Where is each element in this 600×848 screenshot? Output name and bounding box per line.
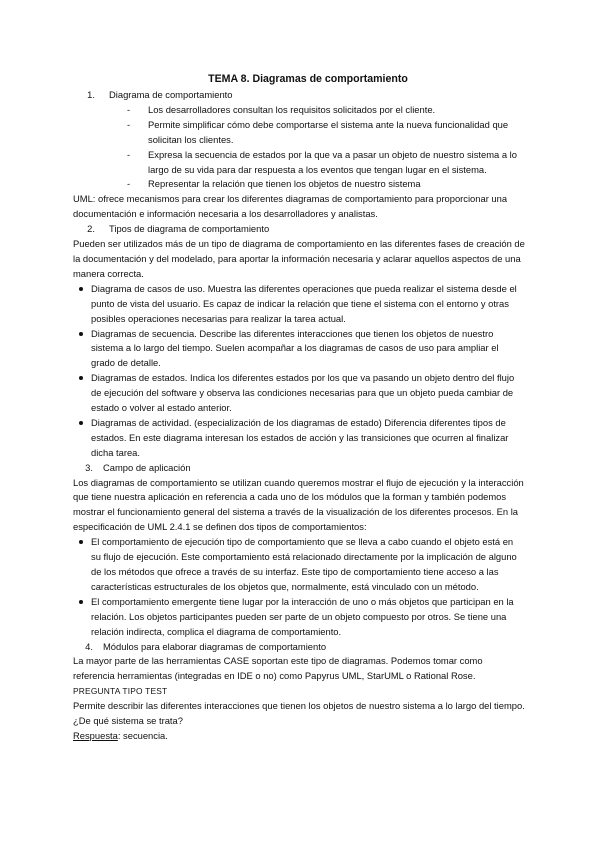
list-item: Diagramas de actividad. (especialización de los diagramas de estado) Diferencia diferentes tipos de estados. En este diagrama interesan los estados de acción y las transiciones que ocurren al finalizar dicha tarea.	[73, 416, 525, 461]
list-item: - Los desarrolladores consultan los requisitos solicitados por el cliente.	[73, 103, 525, 118]
list-item: El comportamiento emergente tiene lugar por la interacción de uno o más objetos que participan en la relación. Los objetos participantes pueden ser parte de un objeto compuesto por otros. Se tiene una relación indirecta, complica el diagrama de comportamiento.	[73, 595, 525, 640]
list-item: El comportamiento de ejecución tipo de comportamiento que se lleva a cabo cuando el objeto está en su flujo de ejecución. Este comportamiento está relacionado directamente por la implicación de alguno de los métodos que ofrece a través de su interfaz. Este tipo de comportamiento tiene acceso a las características estructurales de los objetos que, normalmente, está vinculado con un método.	[73, 535, 525, 595]
answer-label: Respuesta	[73, 729, 118, 741]
list-item: Diagramas de estados. Indica los diferentes estados por los que va pasando un objeto dentro del flujo de ejecución del software y observa las condiciones necesarias para que un objeto pueda cambiar de estado o volver al estado anterior.	[73, 371, 525, 416]
section-1-number: 1.	[87, 89, 95, 100]
answer-text: : secuencia.	[117, 729, 168, 741]
list-item: Diagramas de secuencia. Describe las diferentes interacciones que tienen los objetos de nuestro sistema a lo largo del tiempo. Suelen acompañar a los diagramas de casos de uso para ampliar el grado de detalle.	[73, 327, 525, 372]
uml-paragraph: UML: ofrece mecanismos para crear los diferentes diagramas de comportamiento para proporcionar una documentación e información necesaria a los desarrolladores y analistas.	[73, 193, 508, 220]
section-1-heading	[73, 88, 525, 103]
section-3-intro: Los diagramas de comportamiento se utilizan cuando queremos mostrar el flujo de ejecución y la interacción que tiene nuestra aplicación en referencia a cada uno de los módulos que la forman y también podemos mostrar el funcionamiento general del sistema a través de la visualización de los diferentes procesos. En la especificación de UML 2.4.1 se definen dos tipos de comportamientos:	[73, 476, 524, 533]
test-question-label: PREGUNTA TIPO TEST	[73, 686, 168, 697]
page-title: TEMA 8. Diagramas de comportamiento	[208, 73, 408, 85]
section-4-title: Módulos para elaborar diagramas de comportamiento	[103, 640, 327, 652]
list-item: - Permite simplificar cómo debe comportarse el sistema ante la nueva funcionalidad que solicitan los clientes.	[73, 118, 525, 148]
section-1-list	[73, 103, 525, 192]
section-2-bullets	[73, 282, 525, 461]
section-1-title: Diagrama de comportamiento	[109, 89, 233, 100]
list-item: Diagrama de casos de uso. Muestra las diferentes operaciones que pueda realizar el sistema desde el punto de vista del usuario. Es capaz de indicar la relación que tiene el sistema con el entorno y otras posibles operaciones necesarias para realizar la tarea actual.	[73, 282, 525, 327]
section-4-number: 4.	[85, 640, 93, 652]
section-3-number: 3.	[85, 461, 93, 473]
section-3-title: Campo de aplicación	[103, 461, 191, 473]
section-2-intro: Pueden ser utilizados más de un tipo de diagrama de comportamiento en las diferentes fases de creación de la documentación y del modelado, para aportar la información necesaria y aclarar aquellos aspectos de una manera correcta.	[73, 238, 525, 279]
section-4-paragraph: La mayor parte de las herramientas CASE soportan este tipo de diagramas. Podemos tomar como referencia herramientas (integradas en IDE o no) como Papyrus UML, StarUML o Rational Rose.	[73, 655, 483, 682]
list-item: - Representar la relación que tienen los objetos de nuestro sistema	[73, 177, 525, 192]
section-2-number: 2.	[87, 223, 95, 235]
test-question: Permite describir las diferentes interacciones que tienen los objetos de nuestro sistema a lo largo del tiempo. ¿De qué sistema se trata?	[73, 700, 525, 727]
section-4-heading	[73, 640, 525, 655]
section-2-title: Tipos de diagrama de comportamiento	[109, 223, 270, 235]
test-answer	[73, 729, 525, 744]
section-3-heading	[73, 461, 525, 476]
document-body	[73, 72, 525, 744]
section-2-heading	[73, 222, 525, 237]
section-3-bullets	[73, 535, 525, 639]
list-item: - Expresa la secuencia de estados por la que va a pasar un objeto de nuestro sistema a lo largo de su vida para dar respuesta a los eventos que tengan lugar en el sistema.	[73, 148, 525, 178]
